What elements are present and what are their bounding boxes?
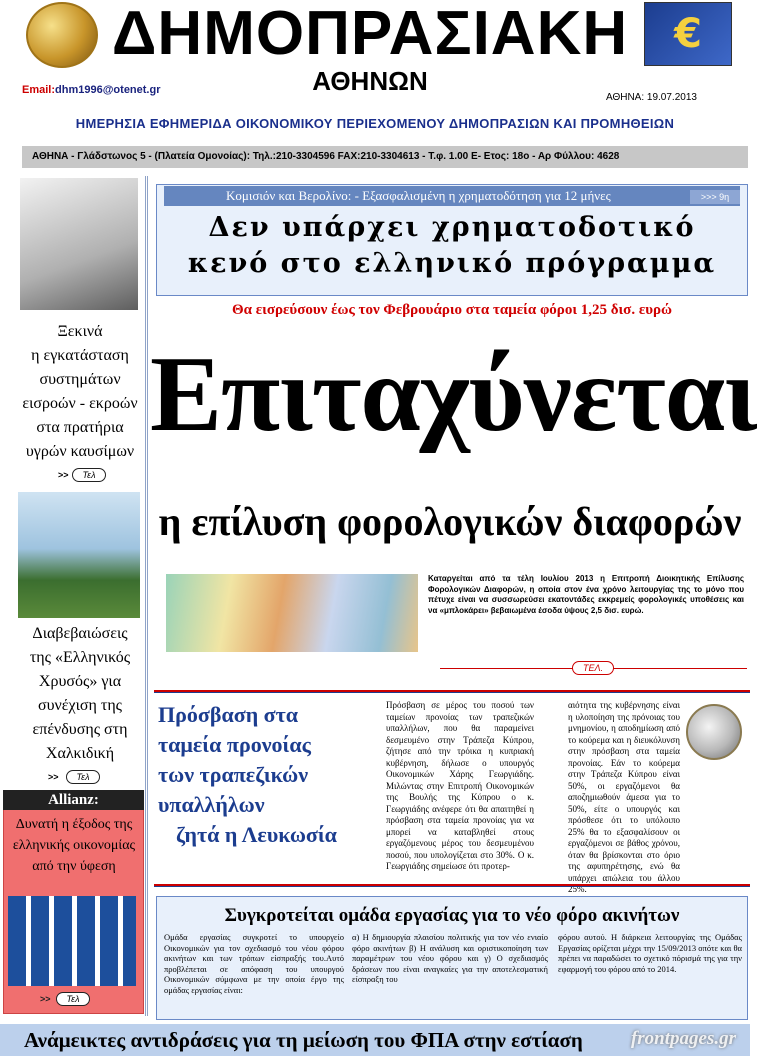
sidebar-story-1-line: συστημάτων bbox=[39, 371, 121, 388]
main-story-lead: Καταργείται από τα τέλη Ιουλίου 2013 η Επιτροπή Διοικητικής Επίλυσης Φορολογικών Διαφορών, η οποία στον ένα χρόνο λειτουργίας της το μόνο που πέτυχε είναι να συσσωρεύσει εκατοντάδες εκκρεμείς φορολογικές υποθέσεις και να «μπλοκάρει» βεβαιωμένα έσοδα ύψους 2,5 δισ. ευρώ. bbox=[428, 574, 744, 615]
masthead-title: ΔΗΜΟΠΡΑΣΙΑΚΗ bbox=[111, 0, 629, 68]
allianz-line: από την ύφεση bbox=[32, 859, 116, 874]
allianz-heading: Allianz: bbox=[3, 790, 144, 810]
cyprus-story-column-2-text: αιότητα της κυβέρνησης είναι η υλοποίηση της πρόνοιας του μνημονίου, η αποδημίωση από το κούρεμα και η διευκόλυνση στην πρόσβαση στα ταμεία προνοίας. Εάν το κούρεμα στην Τράπεζα Κύπρου είναι 50%, οι εργαζόμενοι θα αποζημιωθούν άμεσα για το 50%, είτε ο υπουργός και πρόσθεσε ότι το υπόλοιπο 25% θα το εξασφαλίσουν οι εργαζόμενοι σε βάθος χρόνου, όταν θα βρίσκονται στο όριο της αφυπηρέτησης, ενώ θα υπάρχει απώλεια του άλλου 25%. bbox=[568, 700, 680, 894]
sidebar-story-1-line: εισροών - εκροών bbox=[22, 395, 138, 412]
sidebar-story-2-line: επένδυσης στη bbox=[32, 721, 128, 738]
email-label: Email: bbox=[22, 84, 56, 96]
divider bbox=[154, 690, 750, 693]
cyprus-story-headline[interactable] bbox=[158, 700, 382, 850]
euro-coin-image bbox=[686, 704, 742, 760]
headline-line: των τραπεζικών bbox=[158, 762, 309, 787]
top-story-headline-line: κενό στο ελληνικό πρόγραμμα bbox=[187, 248, 717, 279]
hellas-gold-sign-image bbox=[18, 492, 140, 618]
tel-button[interactable]: Τελ bbox=[72, 468, 106, 482]
footer-headline[interactable]: Ανάμεικτες αντιδράσεις για τη μείωση του ΦΠΑ στην εστίαση bbox=[0, 1024, 750, 1056]
allianz-flags-image bbox=[8, 896, 136, 986]
sidebar-story-2-line: της «Ελληνικός bbox=[29, 649, 131, 666]
top-story-headline[interactable] bbox=[156, 210, 748, 282]
sidebar-story-1-line: η εγκατάσταση bbox=[31, 347, 129, 364]
working-group-column-2: α) Η δημιουργία πλαισίου πολιτικής για τον νέο ενιαίο φόρο ακινήτων β) Η ανάλυση και οριστικοποίηση των παραμέτρων του νέου φόρου και γ) Ο σχεδιασμός δράσεων που είναι αναγκαίες για την αποτελεσματική είσπραξη του bbox=[352, 932, 548, 984]
headline-line: Πρόσβαση στα bbox=[158, 702, 299, 727]
main-headline[interactable]: Επιταχύνεται bbox=[150, 335, 757, 454]
euro-banknotes-image bbox=[166, 574, 418, 652]
headline-line: ζητά η Λευκωσία bbox=[176, 822, 337, 847]
headline-line: υπαλλήλων bbox=[158, 792, 265, 817]
working-group-column-3: φόρου αυτού. Η διάρκεια λειτουργίας της Ομάδας Εργασίας ορίζεται μέχρι την 15/09/2013 οπότε και θα πρέπει να παραδώσει το σχετικό πόρισμά της για την εφαρμογή του φόρου από το 2014. bbox=[558, 932, 742, 974]
sidebar-story-1-line: στα πρατήρια bbox=[36, 419, 124, 436]
euro-icon: € bbox=[644, 2, 732, 66]
allianz-line: Δυνατή η έξοδος της bbox=[15, 817, 133, 832]
email-line bbox=[22, 84, 161, 96]
top-story-headline-line: Δεν υπάρχει χρηματοδοτικό bbox=[208, 212, 696, 243]
tel-button[interactable]: Τελ bbox=[56, 992, 90, 1006]
allianz-line: ελληνικής οικονομίας bbox=[12, 838, 136, 853]
more-link[interactable]: >>> 9η bbox=[690, 190, 740, 204]
headline-line: ταμεία προνοίας bbox=[158, 732, 311, 757]
divider bbox=[154, 884, 750, 887]
top-story-kicker: Κομισιόν και Βερολίνο: - Εξασφαλισμένη η χρηματοδότηση για 12 μήνες bbox=[164, 186, 740, 206]
main-subheadline: η επίλυση φορολογικών διαφορών bbox=[158, 499, 742, 544]
sidebar-story-1-line: Ξεκινά bbox=[57, 323, 103, 340]
watermark: frontpages.gr bbox=[630, 1028, 736, 1049]
working-group-column-1: Ομάδα εργασίας συγκροτεί το υπουργείο Οικονομικών για τον σχεδιασμό του νέου φόρου ακινήτων και των τρόπων είσπραξής του.Αυτό προβλέπεται σε απόφαση του υπουργού Οικονομικών σύμφωνα με την οποία έργο της ομάδας εργασίας είναι: bbox=[164, 932, 344, 995]
working-group-headline[interactable]: Συγκροτείται ομάδα εργασίας για το νέο φόρο ακινήτων bbox=[224, 905, 680, 926]
sidebar-story-2-line: συνέχιση της bbox=[37, 697, 123, 714]
tel-button[interactable]: Τελ bbox=[66, 770, 100, 784]
cyprus-story-column-1: Πρόσβαση σε μέρος του ποσού των ταμείων προνοίας των τραπεζικών υπαλλήλων, που θα παραμείνει δεσμευμένο στην Τράπεζα Κύπρου, ζήτησε από την τρόικα η κυπριακή κυβέρνηση, δήλωσε ο υπουργός Οικονομικών Χάρης Γεωργιάδης. Μιλώντας στην Επιτροπή Οικονομικών της Βουλής της Κύπρου ο κ. Γεωργιάδης ανέφερε ότι θα απαιτηθεί η πρόσβαση στα ταμεία προνοίας για να μπορεί να καταβληθεί στους εργαζόμενους μέρος του δεσμευμένου ποσού, που υπολογίζεται στο 30%. Ο κ. Γεωργιάδης σημείωσε ότι προτερ- bbox=[386, 700, 534, 871]
sidebar-story-1-line: υγρών καυσίμων bbox=[25, 443, 135, 460]
more-arrows: >> bbox=[40, 994, 51, 1004]
allianz-story[interactable] bbox=[6, 814, 142, 877]
more-arrows: >> bbox=[48, 772, 59, 782]
sidebar-story-2-line: Διαβεβαιώσεις bbox=[32, 625, 128, 642]
more-arrows: >> bbox=[58, 470, 69, 480]
masthead-subtitle: ΑΘΗΝΩΝ bbox=[312, 66, 428, 96]
tagline: ΗΜΕΡΗΣΙΑ ΕΦΗΜΕΡΙΔΑ ΟΙΚΟΝΟΜΙΚΟΥ ΠΕΡΙΕΧΟΜΕΝΟΥ ΔΗΜΟΠΡΑΣΙΩΝ ΚΑΙ ΠΡΟΜΗΘΕΙΩΝ bbox=[75, 116, 675, 131]
main-story-red-subtitle: Θα εισρεύσουν έως τον Φεβρουάριο στα ταμεία φόροι 1,25 δισ. ευρώ bbox=[231, 302, 673, 318]
info-bar: ΑΘΗΝΑ - Γλάδστωνος 5 - (Πλατεία Ομονοίας): Τηλ.:210-3304596 FAX:210-3304613 - Τ.φ. 1.00 Ε- Ετος: 18ο - Αρ Φύλλου: 4628 bbox=[22, 146, 748, 168]
tel-button[interactable]: ΤΕΛ. bbox=[572, 661, 614, 675]
fuel-nozzle-image bbox=[20, 178, 138, 310]
issue-date: ΑΘΗΝΑ: 19.07.2013 bbox=[606, 92, 697, 103]
gold-coin-image bbox=[26, 2, 98, 68]
sidebar-story-2-line: Χρυσός» για bbox=[38, 673, 122, 690]
email-link[interactable]: dhm1996@otenet.gr bbox=[55, 84, 161, 96]
sidebar-story-2-line: Χαλκιδική bbox=[45, 745, 115, 762]
